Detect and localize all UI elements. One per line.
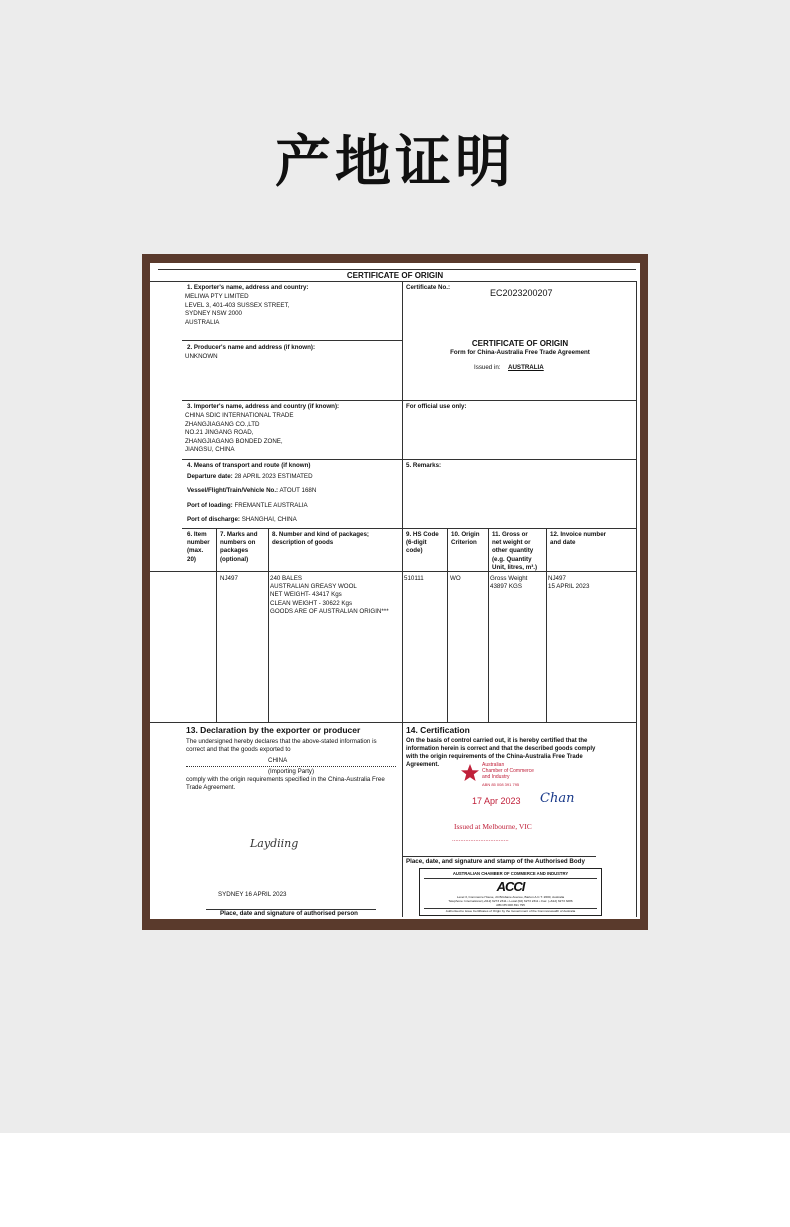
header-line: numbers on xyxy=(220,539,256,547)
declaration-title: 13. Declaration by the exporter or producer xyxy=(186,725,361,735)
header-line: (optional) xyxy=(220,555,249,563)
col-marks-header xyxy=(220,531,258,564)
header-line: 20) xyxy=(187,555,196,563)
header-line: 9. HS Code xyxy=(406,531,439,538)
header-line: 10. Origin xyxy=(451,531,480,538)
header-line: code) xyxy=(406,547,423,555)
producer-label: 2. Producer's name and address (if known): xyxy=(187,344,316,351)
header-line: packages xyxy=(220,547,249,555)
header-line: 6. Item xyxy=(187,531,207,538)
col-origin-header xyxy=(451,531,480,547)
issued-in-label: Issued in: xyxy=(474,364,501,371)
form-title: CERTIFICATE OF ORIGIN xyxy=(471,339,569,348)
importer-line: CHINA SDIC INTERNATIONAL TRADE xyxy=(185,412,294,419)
goods-line: GOODS ARE OF AUSTRALIAN ORIGIN*** xyxy=(270,607,389,615)
header-line: Unit, litres, m³.) xyxy=(492,563,538,571)
exporter-label: 1. Exporter's name, address and country: xyxy=(187,284,309,291)
official-use-label: For official use only: xyxy=(406,403,467,410)
certification-line: Agreement. xyxy=(406,761,440,768)
header-line: 8. Number and kind of packages; xyxy=(272,531,369,538)
acci-authorisation: Authorised to issue Certificates of Origin by the Government of the Commonwealth of Australia xyxy=(445,909,576,913)
remarks-label: 5. Remarks: xyxy=(406,462,442,469)
departure-value: 28 APRIL 2023 ESTIMATED xyxy=(234,473,313,480)
weight-line: Gross Weight xyxy=(490,575,528,582)
col-weight-header xyxy=(492,531,537,572)
certificate-document xyxy=(150,263,640,919)
weight-line: 43897 KGS xyxy=(490,583,522,591)
producer-value: UNKNOWN xyxy=(185,353,218,360)
declaration-text xyxy=(186,738,377,754)
certifier-signature: Chan xyxy=(540,791,575,806)
discharge-label: Port of discharge: xyxy=(187,516,240,523)
importer-line: ZHANGJIAGANG CO.,LTD xyxy=(185,420,260,428)
document-title: CERTIFICATE OF ORIGIN xyxy=(346,271,444,280)
discharge-value: SHANGHAI, CHINA xyxy=(241,516,297,523)
certification-line: with the origin requirements of the China-Australia Free Trade xyxy=(406,753,583,760)
loading-label: Port of loading: xyxy=(187,502,233,509)
importer-line: NO.21 JINGANG ROAD, xyxy=(185,429,254,436)
certification-footer: Place, date, and signature and stamp of the Authorised Body xyxy=(406,858,585,865)
col-invoice-header xyxy=(550,531,606,547)
exporter-line: AUSTRALIA xyxy=(185,318,220,326)
header-line: 7. Marks and xyxy=(220,531,258,538)
certification-line: On the basis of control carried out, it is hereby certified that the xyxy=(406,738,588,744)
row-weight xyxy=(490,575,527,591)
importer-line: JIANGSU, CHINA xyxy=(185,446,235,453)
exporter-line: MELIWA PTY LIMITED xyxy=(185,293,249,300)
comply-line: Trade Agreement. xyxy=(186,784,236,792)
goods-line: 240 BALES xyxy=(270,575,302,582)
row-hs-code: 510111 xyxy=(404,575,424,582)
chamber-abn: ABN 85 008 391 795 xyxy=(482,782,520,787)
header-line: 12. Invoice number xyxy=(550,531,607,538)
acci-logo: ACCI xyxy=(496,879,525,894)
header-line: description of goods xyxy=(272,539,334,547)
header-line: other quantity xyxy=(492,547,534,555)
acci-abn: ABN 85 008 391 795 xyxy=(496,903,525,907)
declaration-footer: Place, date and signature of authorised person xyxy=(220,910,358,917)
header-line: net weight or xyxy=(492,539,531,547)
certificate-paper xyxy=(150,263,640,919)
acci-address: Level 3, Commerce House, 24 Brisbane Avenue, Barton A.C.T. 2600, Australia xyxy=(456,895,565,899)
header-line: (e.g. Quantity xyxy=(492,555,532,563)
importer-label: 3. Importer's name, address and country (if known): xyxy=(187,403,340,410)
comply-line: comply with the origin requirements specified in the China-Australia Free xyxy=(186,776,385,783)
bottom-band xyxy=(0,1133,790,1227)
certification-title: 14. Certification xyxy=(406,725,470,735)
certificate-number-label: Certificate No.: xyxy=(406,284,451,291)
destination-country: CHINA xyxy=(268,757,288,764)
col-hs-header xyxy=(406,531,439,556)
header-line: and date xyxy=(550,539,576,547)
header-line: (max. xyxy=(187,547,204,555)
importer-line: ZHANGJIAGANG BONDED ZONE, xyxy=(185,437,283,445)
vessel-label: Vessel/Flight/Train/Vehicle No.: xyxy=(187,487,279,494)
chamber-name xyxy=(482,763,534,780)
issued-in-country: AUSTRALIA xyxy=(508,364,544,371)
exporter-place-date: SYDNEY 16 APRIL 2023 xyxy=(218,891,287,898)
exporter-signature: Laydiing xyxy=(250,837,299,850)
invoice-line: 15 APRIL 2023 xyxy=(548,583,590,591)
exporter-line: LEVEL 3, 401-403 SUSSEX STREET, xyxy=(185,301,290,309)
row-invoice xyxy=(548,575,589,591)
col-item-header xyxy=(187,531,210,564)
page-heading: 产地证明 xyxy=(275,130,515,195)
transport-label: 4. Means of transport and route (if known) xyxy=(187,462,311,469)
chamber-line: and Industry xyxy=(482,773,510,780)
header-line: number xyxy=(187,539,210,547)
header-line: 11. Gross or xyxy=(492,531,528,538)
declaration-line: correct and that the goods exported to xyxy=(186,746,291,754)
header-line: (6-digit xyxy=(406,539,427,547)
row-marks: NJ497 xyxy=(220,575,238,582)
goods-line: NET WEIGHT- 43417 Kgs xyxy=(270,591,342,599)
importing-party-label: (Importing Party) xyxy=(268,768,315,775)
exporter-line: SYDNEY NSW 2000 xyxy=(185,310,242,317)
row-goods xyxy=(270,575,389,616)
header-line: Criterion xyxy=(451,539,477,547)
signature-dots: .................................. xyxy=(452,837,509,843)
col-description-header xyxy=(272,531,369,547)
certification-line: information herein is correct and that the described goods comply xyxy=(406,745,596,752)
loading-value: FREMANTLE AUSTRALIA xyxy=(234,502,308,509)
declaration-line: The undersigned hereby declares that the above-stated information is xyxy=(186,738,377,745)
chamber-line: Chamber of Commerce xyxy=(482,767,534,774)
acci-header: AUSTRALIAN CHAMBER OF COMMERCE AND INDUSTRY xyxy=(452,871,569,876)
vessel-value: ATOUT 168N xyxy=(279,487,317,494)
goods-line: AUSTRALIAN GREASY WOOL xyxy=(270,583,357,591)
issued-at: Issued at Melbourne, VIC xyxy=(454,822,532,831)
form-subtitle: Form for China-Australia Free Trade Agreement xyxy=(450,349,590,356)
goods-line: CLEAN WEIGHT - 30622 Kgs xyxy=(270,599,353,607)
acci-phone: Telephone: International (+612) 6273 2311 • Local (02) 6273 2311 • Fax: (+612) 6273 3286 xyxy=(448,899,573,903)
comply-text xyxy=(186,776,385,792)
invoice-line: NJ497 xyxy=(548,575,566,582)
chamber-line: Australian xyxy=(482,762,505,768)
acci-stamp xyxy=(419,868,602,916)
stamp-date: 17 Apr 2023 xyxy=(472,796,521,806)
departure-label: Departure date: xyxy=(187,473,233,480)
row-origin: WO xyxy=(450,575,461,582)
chamber-star-icon xyxy=(460,763,480,783)
certificate-number: EC2023200207 xyxy=(490,288,553,298)
